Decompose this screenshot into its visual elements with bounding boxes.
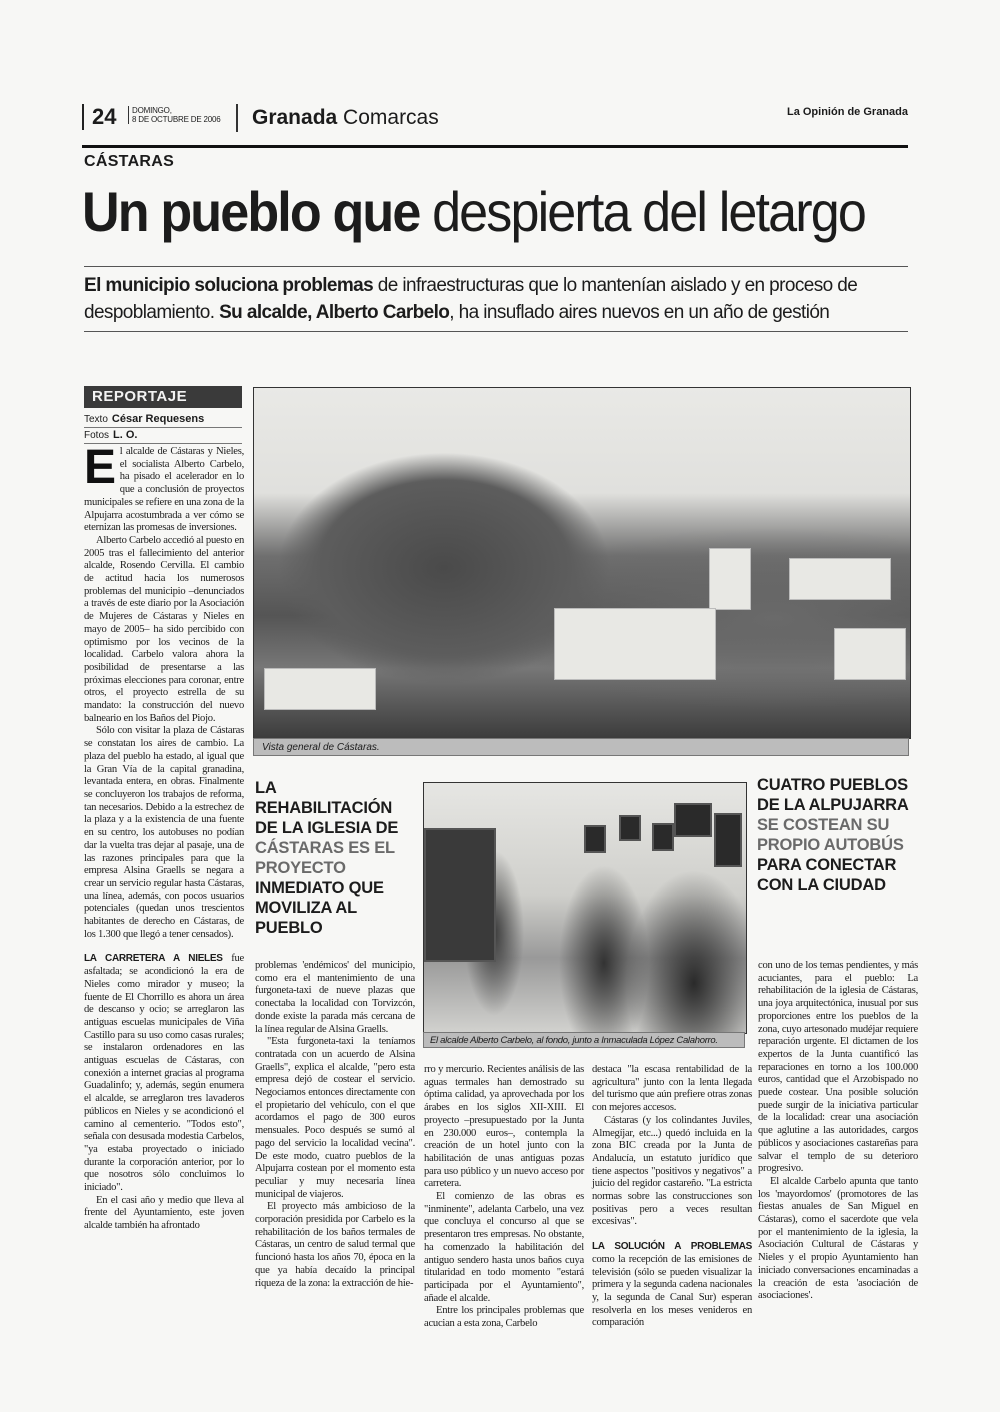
headline [82, 176, 865, 248]
wall-painting [619, 815, 641, 841]
drop-cap: E [84, 441, 116, 494]
paragraph: Cástaras (y los colindantes Juviles, Almegíjar, etc...) quedó incluida en la zona BIC creada por la Junta de Andalucía, un estatuto jurídico que tiene aspectos "positivos y negativos" a juicio del regidor castareño. "La estricta normas sobre las construcciones son positivas pero a veces resultan excesivas". [592, 1114, 752, 1228]
paragraph [592, 1241, 752, 1330]
paragraph [84, 953, 244, 1194]
section-tag: REPORTAJE [84, 386, 242, 408]
subhead-bold-2: Su alcalde, Alberto Carbelo [219, 302, 450, 323]
paragraph-text: como la recepción de las emisiones de televisión (sólo se pueden visualizar la primera y la segunda cadena nacionales y, la segunda de Canal Sur) esperan resolverla en los meses venideros en comparación [592, 1253, 752, 1329]
page-number: 24 [82, 104, 116, 130]
pull-quote-line: CUATRO PUEBLOS DE LA ALPUJARRA [757, 776, 909, 814]
column-4 [592, 1064, 752, 1330]
paragraph: problemas 'endémicos' del municipio, como era el mantenimiento de una furgoneta-taxi de nueve plazas que conectaba la localidad con Torvizcón, donde existe la parada más cercana de la línea regular de Alsina Graells. [255, 960, 415, 1035]
secondary-photo [423, 782, 747, 1034]
pull-quote-left [255, 778, 417, 938]
column-5 [758, 960, 918, 1303]
paragraph: rro y mercurio. Recientes análisis de las aguas termales han demostrado su óptima calidad, ya aprovechada por los árabes en los siglos XII-XIII. El proyecto –presupuestado por la Junta en 230.000 euros–, contempla la creación de un hotel junto con la habilitación de unas antiguas pozas para uso público y un nuevo acceso por carretera. [424, 1064, 584, 1190]
pull-quote-line: INMEDIATO QUE MOVILIZA AL PUEBLO [255, 879, 384, 937]
pull-quote-line: SE COSTEAN SU PROPIO AUTOBÚS [757, 816, 904, 854]
byline-photographer: L. O. [113, 429, 138, 441]
byline-text [84, 412, 242, 428]
main-photo [253, 387, 911, 739]
issue-day: DOMINGO, [132, 106, 172, 115]
byline-photo-label: Fotos [84, 430, 110, 441]
building [264, 668, 376, 710]
secondary-photo-caption: El alcalde Alberto Carbelo, al fondo, junto a Inmaculada López Calahorro. [423, 1032, 745, 1048]
pull-quote-right [757, 775, 919, 895]
section-title [236, 104, 439, 132]
subhead-rule-top [84, 266, 908, 267]
section-title-light: Comarcas [343, 106, 439, 129]
section-title-bold: Granada [252, 106, 338, 129]
subhead-bold-1: El municipio soluciona problemas [84, 275, 374, 296]
paragraph: Entre los principales problemas que acucian a esta zona, Carbelo [424, 1305, 584, 1330]
doorway [424, 828, 496, 962]
column-1 [84, 441, 244, 1233]
paragraph: El alcalde Carbelo apunta que tanto los 'mayordomos' (promotores de las fiestas anuales de San Miguel en Cástaras), como el sacerdote que vela por el mantenimiento de la iglesia, la Asociación Cultural de Cástaras y Nieles y el propio Ayuntamiento han iniciado conversaciones encaminadas a la creación de esta 'asociación de asociaciones'. [758, 1175, 918, 1302]
paragraph: El comienzo de las obras es "inminente", adelanta Carbelo, una vez que concluya el concurso al que se presentaron tres empresas. No obstante, ha comenzado la habilitación del antiguo sendero hasta unos baños cuya titularidad en todo momento "estará participada por el Ayuntamiento", añade el alcalde. [424, 1191, 584, 1304]
paragraph: "Esta furgoneta-taxi la teníamos contratada con un acuerdo de Alsina Graells", explica el alcalde, "pero esta empresa dejó de costear el servicio. Negociamos entonces directamente con el propietario del vehículo, con el que acordamos el pago de 300 euros mensuales. Poco después se sumó al pago del servicio la localidad vecina". De este modo, cuatro pueblos de la Alpujarra costean por el momento esta peculiar y muy necesaria línea municipal de viajeros. [255, 1036, 415, 1200]
subhead-text-1: de infraestructuras que lo mantenían aislado y en proceso de despoblamiento. [84, 275, 858, 323]
building [834, 628, 906, 680]
wall-painting [584, 825, 606, 853]
wall-painting [674, 803, 712, 837]
headline-bold: Un pueblo que [82, 180, 420, 243]
headline-light: despierta del letargo [432, 180, 865, 243]
church-tower [709, 548, 751, 610]
pull-quote-line: CÁSTARAS ES EL PROYECTO [255, 839, 395, 877]
kicker: CÁSTARAS [84, 153, 175, 170]
pull-quote-line: LA REHABILITACIÓN DE LA IGLESIA DE [255, 779, 399, 837]
building [554, 608, 716, 680]
paragraph-lead-in: LA CARRETERA A NIELES [84, 953, 223, 965]
issue-date [128, 106, 220, 124]
newspaper-name: La Opinión de Granada [786, 106, 908, 118]
paragraph: Alberto Carbelo accedió al puesto en 2005 tras el fallecimiento del anterior alcalde, Rosendo Cervilla. El cambio de actitud hacia los numerosos problemas del municipio –denunciados a través de este diario por la Asociación de Mujeres de Cástaras y Nieles en mayo de 2005– ha sido percibido con optimismo por los vecinos de la localidad. Carbelo valora ahora la posibilidad de presentarse a las próximas elecciones para coronar, entre otros, el proyecto estrella de su mandato: la construcción del nuevo balneario en los Baños del Piojo. [84, 534, 244, 724]
building [789, 558, 891, 600]
paragraph: con uno de los temas pendientes, y más acuciantes, para el pueblo: La rehabilitación de la iglesia de Cástaras, una joya arquitectónica, inusual por sus proporciones entre los pueblos de la zona, cuyo artesonado mudéjar requiere reparación urgente. El dictamen de los expertos de la Junta cuantificó las reparaciones en torno a los 100.000 euros, cantidad que el Arzobispado no puede costear. Una posible solución puede surgir de la iniciativa particular de la localidad: crear una asociación que aglutine a las autoridades, cargos públicos y asociaciones castareñas para salvar el templo de su deterioro progresivo. [758, 960, 918, 1175]
subhead-rule-bottom [84, 331, 908, 332]
column-3 [424, 1064, 584, 1331]
wall-painting [652, 823, 674, 851]
subhead-text-2: , ha insuflado aires nuevos en un año de gestión [449, 302, 830, 323]
issue-full-date: 8 DE OCTUBRE DE 2006 [132, 115, 221, 124]
column-2 [255, 960, 415, 1290]
wall-painting [714, 813, 742, 867]
paragraph: destaca "la escasa rentabilidad de la agricultura" junto con la lenta llegada del turismo que aún prefiere otras zonas con mejores accesos. [592, 1064, 752, 1114]
byline-text-label: Texto [84, 414, 108, 425]
main-photo-caption: Vista general de Cástaras. [253, 738, 909, 756]
byline-author: César Requesens [111, 413, 205, 425]
paragraph-text: l alcalde de Cástaras y Nieles, el socialista Alberto Carbelo, ha pisado el acelerador en lo que a conclusión de proyectos municipales se refiere en una zona de la Alpujarra acostumbrada a ver cómo se eternizan las promesas de inversiones. [84, 446, 244, 534]
paragraph: En el casi año y medio que lleva al frente del Ayuntamiento, este joven alcalde también ha afrontado [84, 1194, 244, 1232]
paragraph-text: fue asfaltada; se acondicionó la era de Nieles como mirador y museo; la fuente de El Chorrillo es ahora un área de descanso y ocio; se arreglaron las antiguas escuelas municipales de Viña Castillo para su uso como casas rurales; se instalaron ordenadores en las antiguas escuelas de Cástaras, con conexión a internet gracias al programa Guadalinfo; y, además, según enumera el alcalde, se arreglaron tres lavaderos públicos en Nieles y se acondicionó el camino al cementerio. "Todos esto", señala con desusada modestia Carbelos, "ya estaba proyectado o iniciado durante la corporación anterior, por lo que nosotros sólo concluimos lo iniciado". [84, 953, 244, 1194]
paragraph-lead-in: LA SOLUCIÓN A PROBLEMAS [592, 1241, 752, 1253]
subheadline [84, 272, 908, 326]
paragraph: El proyecto más ambicioso de la corporación presidida por Carbelo es la rehabilitación de los baños termales de Cástaras, un centro de salud termal que funcionó hasta los años 70, época en la que ya había decaído la principal riqueza de la zona: la extracción de hie- [255, 1201, 415, 1289]
pull-quote-line: PARA CONECTAR CON LA CIUDAD [757, 856, 897, 894]
paragraph [84, 441, 244, 535]
header-rule [82, 145, 908, 148]
paragraph: Sólo con visitar la plaza de Cástaras se constatan los aires de cambio. La plaza del pueblo ha estado, al igual que la Gran Vía de la capital granadina, levantada entera, en obras. Finalmente se concluyeron los trabajos de reforma, tan necesarios. Debido a la estrechez de la plaza y a la existencia de una fuente en su centro, los autobuses no podían dar la vuelta tras dejar al pasaje, una de las razones principales para que la empresa Alsina Graells se negara a crear un servicio regular hasta Cástaras, una línea, además, con pocos usuarios potenciales (quedan unos trescientos habitantes de derecho en Cástaras, de los 1.300 que llegó a tener censados). [84, 725, 244, 940]
